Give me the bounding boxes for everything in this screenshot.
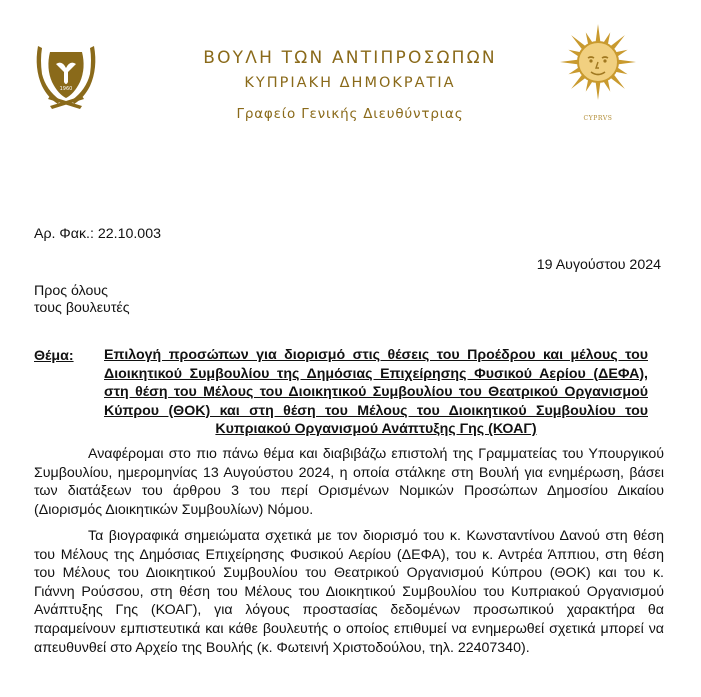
letter-date: 19 Αυγούστου 2024	[536, 257, 661, 273]
body-paragraph-1: Αναφέρομαι στο πιο πάνω θέμα και διαβιβάζω επιστολή της Γραμματείας του Υπουργικού Συμβουλίου, ημερομηνίας 13 Αυγούστου 2024, η οποία στάλκηε στη Βουλή για ενημέρωση, βάσει των διατάξεων του άρθρου 3 του περί Ορισμένων Νομικών Προσώπων Δημοσίου Δικαίου (Διορισμός Διοικητικών Συμβουλίων) Νόμου.	[34, 446, 664, 518]
coat-of-arms-icon	[28, 38, 104, 114]
sun-ray	[618, 60, 636, 65]
svg-text:1960: 1960	[59, 86, 73, 92]
sun-ray	[596, 82, 601, 100]
recipient-line-1: Προς όλους	[34, 283, 108, 299]
subject-text: Επιλογή προσώπων για διορισμό στις θέσεις του Προέδρου και μέλους του Διοικητικού Συμβουλίου της Δημόσιας Επιχείρησης Φυσικού Αερίου (ΔΕΦΑ), στη θέση του Μέλους του Διοικητικού Συμβουλίου του Θεατρικού Οργανισμού Κύπρου (ΘΟΚ) και στη θέση του Μέλους του Διοικητικού Συμβουλίου του Κυπριακού Οργανισμού Ανάπτυξης Γης (ΚΟΑΓ)	[104, 347, 648, 438]
file-reference: Αρ. Φακ.: 22.10.003	[34, 226, 161, 242]
body-paragraph-2: Τα βιογραφικά σημειώματα σχετικά με τον διορισμό του κ. Κωνσταντίνου Δανού στη θέση του Μέλους της Δημόσιας Επιχείρησης Φυσικού Αερίου (ΔΕΦΑ), του κ. Αντρέα Άππιου, στη θέση του Μέλους του Διοικητικού Συμβουλίου του Θεατρικού Οργανισμού Κύπρου (ΘΟΚ) και του κ. Γιάννη Ρούσσου, στη θέση του Μέλους του Διοικητικού Συμβουλίου του Κυπριακού Οργανισμού Ανάπτυξης Γης (ΚΟΑΓ), για λόγους προστασίας δεδομένων προσωπικού χαρακτήρα θα παραμείνουν εμπιστευτικά και κάθε βουλευτής ο οποίος επιθυμεί να ενημερωθεί σχετικά μπορεί να απευθυνθεί στο Αρχείο της Βουλής (κ. Φωτεινή Χριστοδούλου, τηλ. 22407340).	[34, 528, 664, 656]
letterhead-title: ΒΟΥΛΗ ΤΩΝ ΑΝΤΙΠΡΟΣΩΠΩΝ	[203, 48, 497, 68]
sun-ray	[596, 24, 601, 42]
letterhead-office: Γραφείο Γενικής Διευθύντριας	[236, 106, 464, 122]
recipient-line-2: τους βουλευτές	[34, 300, 130, 316]
cyprus-sun-logo-icon	[556, 20, 640, 124]
svg-text:CYPRVS: CYPRVS	[583, 115, 613, 122]
subject-label: Θέμα:	[34, 348, 74, 364]
sun-ray	[560, 60, 578, 65]
letterhead-subtitle: ΚΥΠΡΙΑΚΗ ΔΗΜΟΚΡΑΤΙΑ	[244, 75, 456, 91]
